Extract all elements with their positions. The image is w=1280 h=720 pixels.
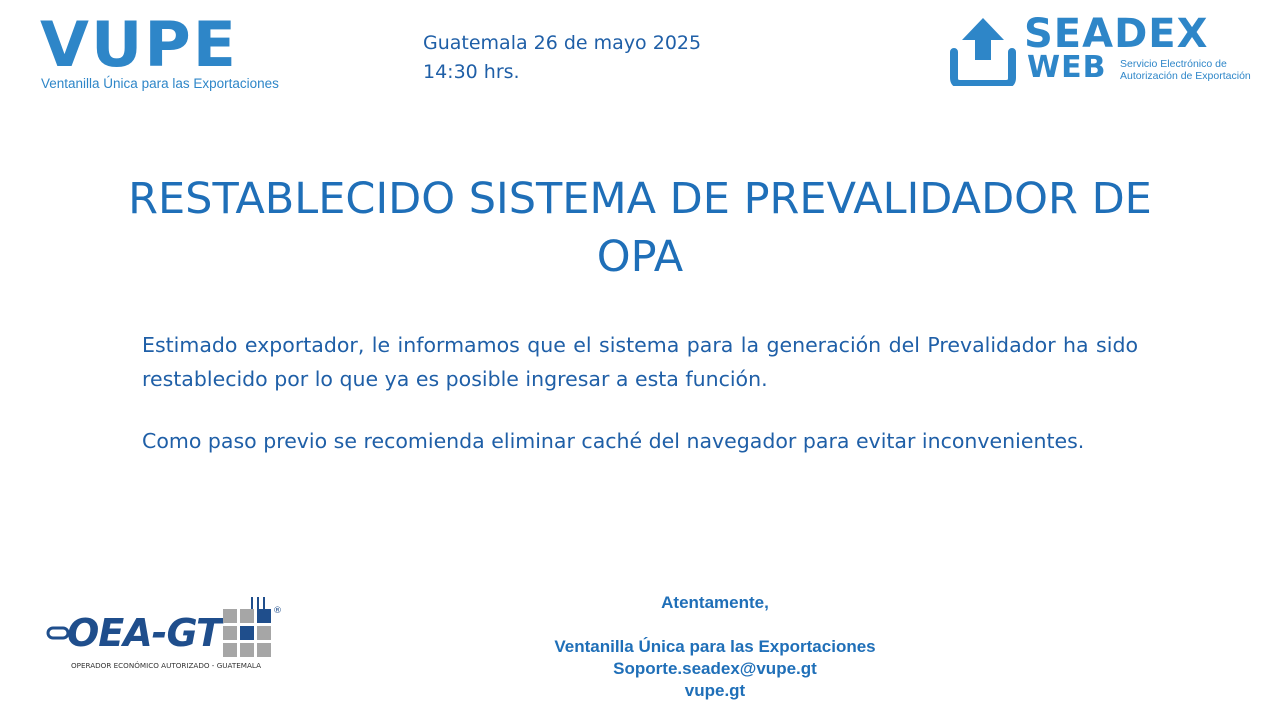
oea-wordmark: OEA-GT xyxy=(67,611,221,655)
registered-mark: ® xyxy=(273,606,282,616)
signature-block xyxy=(470,592,960,702)
signature-organization: Ventanilla Única para las Exportaciones xyxy=(554,637,876,656)
vupe-wordmark: VUPE xyxy=(40,8,239,81)
seadex-subtitle xyxy=(1120,58,1280,82)
seadex-subtitle-line-2: Autorización de Exportación xyxy=(1120,70,1251,82)
oea-gt-logo xyxy=(45,595,285,675)
vupe-tagline: Ventanilla Única para las Exportaciones xyxy=(41,76,279,91)
notice-body xyxy=(142,328,1138,458)
vupe-logo xyxy=(40,8,300,98)
upload-icon xyxy=(950,16,1016,86)
notice-title: RESTABLECIDO SISTEMA DE PREVALIDADOR DE OPA xyxy=(128,174,1152,282)
signature-email: Soporte.seadex@vupe.gt xyxy=(613,659,817,678)
notice-paragraph-2: Como paso previo se recomienda eliminar caché del navegador para evitar inconvenientes. xyxy=(142,429,1085,453)
oea-caption: OPERADOR ECONÓMICO AUTORIZADO - GUATEMALA xyxy=(71,661,262,670)
seadex-title: SEADEX xyxy=(1024,11,1209,57)
date-block xyxy=(423,29,701,87)
date-line: Guatemala 26 de mayo 2025 xyxy=(423,32,702,54)
time-line: 14:30 hrs. xyxy=(423,61,520,83)
seadex-logo xyxy=(950,11,1275,90)
seadex-subtitle-line-1: Servicio Electrónico de xyxy=(1120,58,1227,70)
signature-website: vupe.gt xyxy=(684,681,746,700)
seadex-web: WEB xyxy=(1027,50,1107,85)
notice-paragraph-1: Estimado exportador, le informamos que el sistema para la generación del Prevalidador ha sido restablecido por lo que ya es posible ingresar a esta función. xyxy=(142,333,1138,391)
signature-closing: Atentamente, xyxy=(661,593,769,612)
